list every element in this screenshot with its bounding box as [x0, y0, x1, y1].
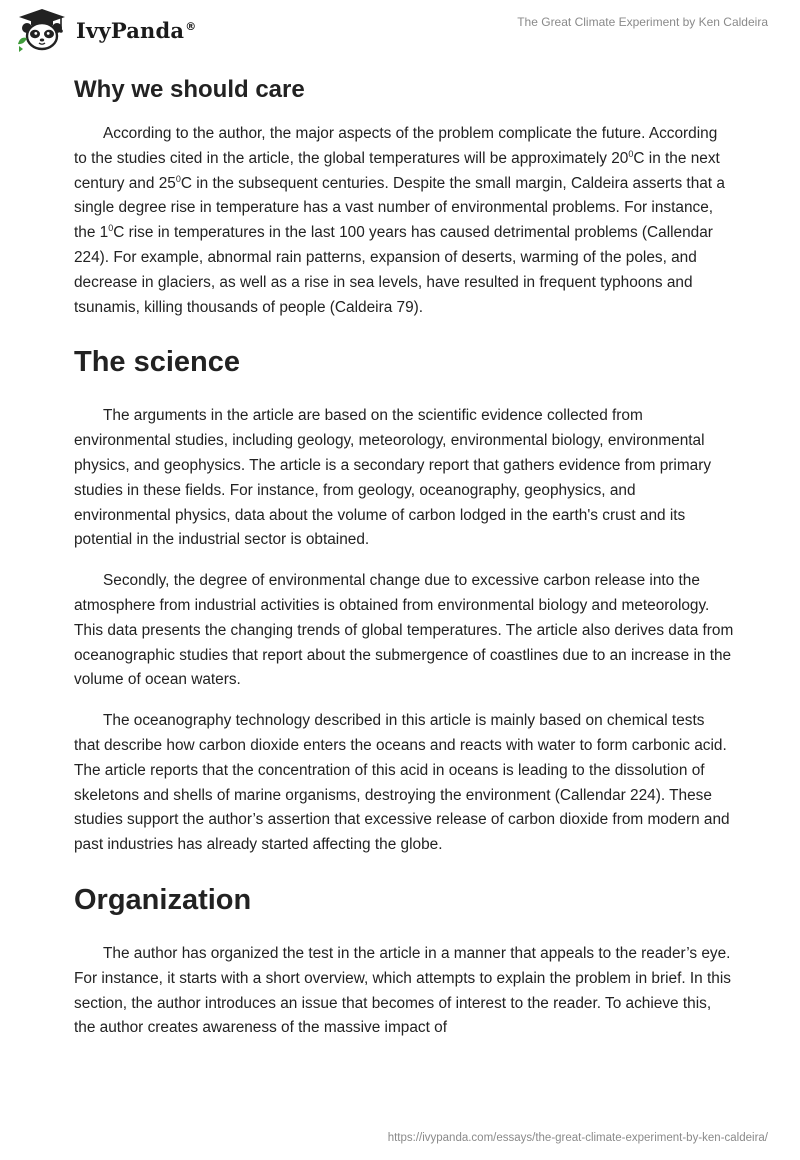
paragraph: According to the author, the major aspects of the problem complicate the future. According to the studies cited in the article, the global temperatures will be approximately $20^0C$ in the next century and $25^0C$ in the subsequent centuries. Despite the small margin, Caldeira asserts that a single degree rise in temperature has a vast number of environmental problems. For instance, the $1^0C$ rise in temperatures in the last 100 years has caused detrimental problems (Callendar 224). For example, abnormal rain patterns, expansion of deserts, warming of the poles, and decrease in glaciers, as well as a rise in sea levels, have resulted in frequent typhoons and tsunamis, killing thousands of people (Caldeira 79).	[74, 125, 725, 316]
panda-graduate-icon	[16, 8, 68, 52]
paragraph: The author has organized the test in the article in a manner that appeals to the reader’s eye. For instance, it starts with a short overview, which attempts to explain the problem in brief. In this section, the author introduces an issue that becomes of interest to the reader. To achieve this, the author creates awareness of the massive impact of	[74, 944, 731, 1037]
section-heading: Organization	[74, 883, 252, 916]
paragraph: The oceanography technology described in this article is mainly based on chemical tests that describe how carbon dioxide enters the oceans and reacts with water to form carbonic acid. The article reports that the concentration of this acid in oceans is leading to the dissolution of skeletons and shells of marine organisms, destroying the environment (Callendar 224). These studies support the author’s assertion that excessive release of carbon dioxide from modern and past industries has already started affecting the globe.	[74, 712, 730, 854]
paragraph: The arguments in the article are based on the scientific evidence collected from environmental studies, including geology, meteorology, environmental biology, environmental physics, and geophysics. The article is a secondary report that gathers evidence from primary studies in these fields. For instance, from geology, oceanography, geophysics, and environmental physics, data about the volume of carbon lodged in the earth's crust and its potential in the industrial sector is obtained.	[74, 407, 712, 549]
ivypanda-logo[interactable]	[16, 8, 196, 52]
section-the-science	[74, 344, 734, 858]
document-title: The Great Climate Experiment by Ken Caldeira	[517, 15, 768, 29]
section-why-we-should-care	[74, 75, 734, 320]
page-header	[0, 0, 800, 60]
section-heading: Why we should care	[74, 76, 305, 103]
source-url[interactable]: https://ivypanda.com/essays/the-great-climate-experiment-by-ken-caldeira/	[387, 1132, 768, 1144]
section-organization	[74, 882, 734, 1041]
article-body	[74, 70, 734, 1057]
paragraph: Secondly, the degree of environmental change due to excessive carbon release into the atmosphere from industrial activities is obtained from environmental biology and meteorology. This data presents the changing trends of global temperatures. The article also derives data from oceanographic studies that report about the submergence of coastlines due to an increase in the volume of ocean waters.	[74, 572, 734, 689]
brand-name: IvyPanda®	[76, 17, 197, 43]
section-heading: The science	[74, 346, 241, 379]
